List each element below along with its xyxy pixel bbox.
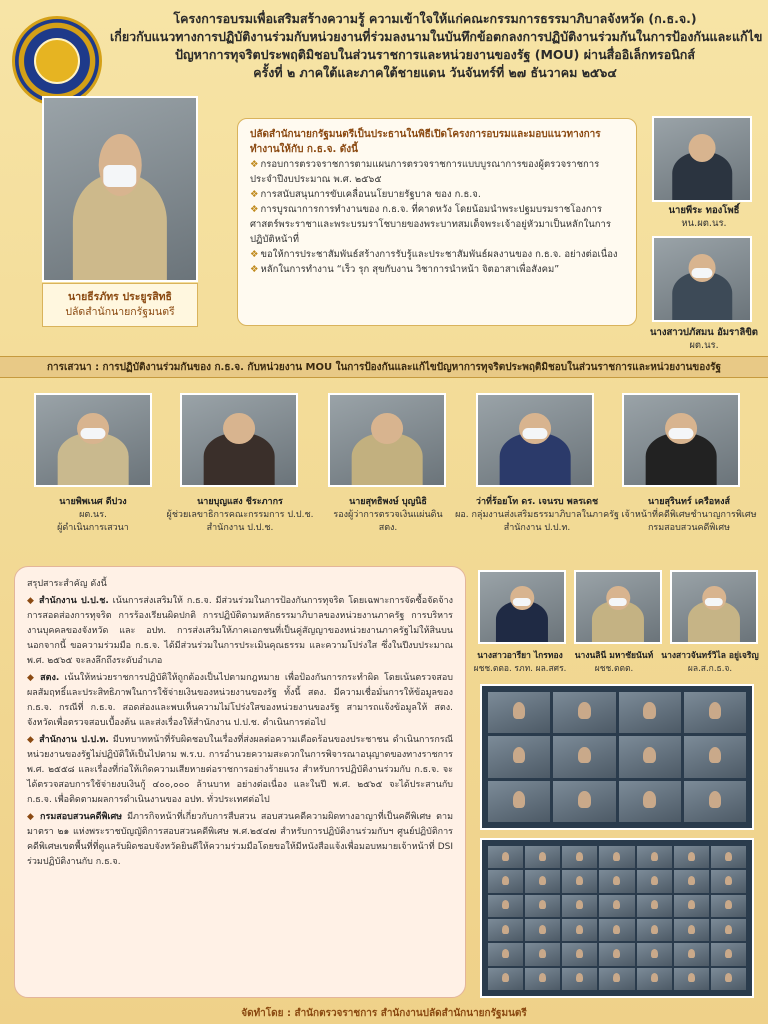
panelist-caption: ว่าที่ร้อยโท ดร. เจนรบ พลรเดช ผอ. กลุ่มงานส่งเสริมธรรมาภิบาลในภาครัฐ สำนักงาน ป.ป.ท. — [455, 497, 619, 533]
chair-caption: นายธีรภัทร ประยูรสิทธิ ปลัดสำนักนายกรัฐมนตรี — [42, 283, 198, 327]
summary-box: สรุปสาระสำคัญ ดังนี้ ◆ สำนักงาน ป.ป.ช. เน้นการส่งเสริมให้ ก.ธ.จ. มีส่วนร่วมในการป้องกันการทุจริต โดยเฉพาะการจัดซื้อจัดจ้าง การสอดส่องการทุจริต การร้องเรียนผิดปกติ การปฏิบัติตามหลักธรรมาภิบาลของหน่วยงานภาครัฐ การบริหารงานบุคคลของจังหวัด และ อปท. การส่งเสริมให้ภาคเอกชนที่เป็นคู่สัญญาของหน่วยงานภาครัฐไม่ให้สินบน นอกจากนี้ ขอความร่วมมือ ก.ธ.จ. ได้มีส่วนร่วมในการประเมินคุณธรรม และความโปร่งใส ซึ่งในปีงบประมาณ พ.ศ. ๒๕๖๕ จะลงลึกถึงระดับอำเภอ ◆ สตง. เน้นให้หน่วยราชการปฏิบัติให้ถูกต้องเป็นไปตามกฎหมาย เพื่อป้องกันการกระทำผิด โดยเน้นตรวจสอบผลสัมฤทธิ์และประสิทธิภาพในการใช้จ่ายเงินของหน่วยงานของรัฐ ทั้งนี้ สตง. มีความเชื่อมั่นการให้ข้อมูลของ ก.ธ.จ. กรณีที่ ก.ธ.จ. สอดส่องและพบเห็นความไม่โปร่งใสของหน่วยงานของรัฐ สามารถแจ้งข้อมูลให้ สตง. จังหวัดเพื่อตรวจสอบเบื้องต้น และส่งเรื่องให้สำนักงาน ป.ป.ช. ดำเนินการต่อไป ◆ สำนักงาน ป.ป.ท. มีบทบาทหน้าที่รับผิดชอบในเรื่องที่ส่งผลต่อความเดือดร้อนของประชาชน ดำเนินการกรณีหน่วยงานของรัฐไม่ปฏิบัติให้เป็นไปตาม พ.ร.บ. การอำนวยความสะดวกในการพิจารณาอนุญาตของทางราชการ พ.ศ. ๒๕๕๘ และเรื่องที่ก่อให้เกิดความเสียหายต่อราชการอย่างร้ายแรง สำหรับการปฏิบัติงานร่วมกับ ก.ธ.จ. จะได้ตรวจสอบการใช้จ่ายงบเงินกู้ ๔๐๐,๐๐๐ ล้านบาท อย่างต่อเนื่อง และในปี พ.ศ. ๒๕๖๕ จะได้ประสานกับ ก.ธ.จ. เพื่อติดตามผลการดำเนินงานของ อปท. ทั่วประเทศต่อไป ◆ กรมสอบสวนคดีพิเศษ มีภารกิจหน้าที่เกี่ยวกับการสืบสวน สอบสวนคดีความผิดทางอาญาที่เป็นคดีพิเศษ ตามมาตรา ๒๑ แห่งพระราชบัญญัติการสอบสวนคดีพิเศษ พ.ศ.๒๕๔๗ สำหรับการปฏิบัติงานร่วมกับฯ ศูนย์ปฏิบัติการคดีพิเศษเขตพื้นที่ที่ดูแลรับผิดชอบจังหวัดยินดีให้ความร่วมมือโดยขอให้มีหนังสือแจ้งเพื่อมอบหมายเจ้าหน้าที่ DSI ร่วมปฏิบัติงานกับ ก.ธ.จ. — [14, 566, 466, 998]
summary-item: ◆ สตง. เน้นให้หน่วยราชการปฏิบัติให้ถูกต้องเป็นไปตามกฎหมาย เพื่อป้องกันการกระทำผิด โดยเน้นตรวจสอบผลสัมฤทธิ์และประสิทธิภาพในการใช้จ่ายเงินของหน่วยงานของรัฐ ทั้งนี้ สตง. มีความเชื่อมั่นการให้ข้อมูลของ ก.ธ.จ. กรณีที่ ก.ธ.จ. สอดส่องและพบเห็นความไม่โปร่งใสของหน่วยงานของรัฐ สามารถแจ้งข้อมูลให้ สตง. จังหวัดเพื่อตรวจสอบเบื้องต้น และส่งเรื่องให้สำนักงาน ป.ป.ช. ดำเนินการต่อไป — [27, 673, 454, 728]
footer-credit: จัดทำโดย : สำนักตรวจราชการ สำนักงานปลัดสำนักนายกรัฐมนตรี — [241, 1008, 527, 1019]
speech-item: ❖ กรอบการตรวจราชการตามแผนการตรวจราชการแบบบูรณาการของผู้ตรวจราชการประจำปีงบประมาณ พ.ศ. ๒๕๖๕ — [250, 159, 600, 185]
speech-item: ❖ การบูรณาการการทำงานของ ก.ธ.จ. ที่คาดหวัง โดยน้อมนำพระปฐมบรมราชโองการ ศาสตร์พระราชาและพระบรมราโชบายของพระบาทสมเด็จพระเจ้าอยู่หัวมาเป็นหลักในการปฏิบัติหน้าที่ — [250, 204, 611, 245]
staff-caption: นางนลินี มหาชัยนันท์ ผชช.ตตต. — [574, 651, 654, 674]
panel-banner: การเสวนา : การปฏิบัติงานร่วมกันของ ก.ธ.จ. กับหน่วยงาน MOU ในการป้องกันและแก้ไขปัญหาการทุจริตประพฤติมิชอบในส่วนราชการและหน่วยงานของรัฐ — [0, 356, 768, 378]
official-photo — [652, 236, 752, 322]
staff-photo — [478, 570, 566, 644]
speech-item: ❖ หลักในการทำงาน “เร็ว รุก สุขกับงาน วิชาการนำหน้า จิตอาสาเพื่อสังคม” — [250, 264, 560, 275]
panelist-caption: นายสุทธิพงษ์ บุญนิธิ รองผู้ว่าการตรวจเงินแผ่นดิน สตง. — [333, 497, 443, 533]
opening-speech-box: ปลัดสำนักนายกรัฐมนตรีเป็นประธานในพิธีเปิดโครงการอบรมและมอบแนวทางการทำงานให้กับ ก.ธ.จ. ดังนี้ ❖ กรอบการตรวจราชการตามแผนการตรวจราชการแบบบูรณาการของผู้ตรวจราชการประจำปีงบประมาณ พ.ศ. ๒๕๖๕ ❖ การสนับสนุนการขับเคลื่อนนโยบายรัฐบาล ของ ก.ธ.จ. ❖ การบูรณาการการทำงานของ ก.ธ.จ. ที่คาดหวัง โดยน้อมนำพระปฐมบรมราชโองการ ศาสตร์พระราชาและพระบรมราโชบายของพระบาทสมเด็จพระเจ้าอยู่หัวมาเป็นหลักในการปฏิบัติหน้าที่ ❖ ขอให้การประชาสัมพันธ์สร้างการรับรู้และประชาสัมพันธ์ผลงานของ ก.ธ.จ. อย่างต่อเนื่อง ❖ หลักในการทำงาน “เร็ว รุก สุขกับงาน วิชาการนำหน้า จิตอาสาเพื่อสังคม” — [237, 118, 637, 326]
page-title: โครงการอบรมเพื่อเสริมสร้างความรู้ ความเข้าใจให้แก่คณะกรรมการธรรมาภิบาลจังหวัด (ก.ธ.จ.) เกี่ยวกับแนวทางการปฏิบัติงานร่วมกับหน่วยงานที่ร่วมลงนามในบันทึกข้อตกลงการปฏิบัติงานร่วมกันในการป้องกันและแก้ไข ปัญหาการทุจริตประพฤติมิชอบในส่วนราชการและหน่วยงานของรัฐ (MOU) ผ่านสื่ออิเล็กทรอนิกส์ ครั้งที่ ๒ ภาคใต้และภาคใต้ชายแดน วันจันทร์ที่ ๒๗ ธันวาคม ๒๕๖๔ — [110, 11, 763, 80]
government-emblem-icon — [12, 16, 102, 106]
speech-item: ❖ การสนับสนุนการขับเคลื่อนนโยบายรัฐบาล ของ ก.ธ.จ. — [250, 189, 481, 200]
official-caption: นายพีระ ทองโพธิ์ หน.ผต.นร. — [668, 205, 740, 229]
speech-item: ❖ ขอให้การประชาสัมพันธ์สร้างการรับรู้และประชาสัมพันธ์ผลงานของ ก.ธ.จ. อย่างต่อเนื่อง — [250, 249, 618, 260]
panelist-photo — [476, 393, 594, 487]
staff-caption: นางสาวอารียา ไกรทอง ผชช.ตตอ. รภท. ผล.สศร. — [473, 651, 567, 674]
video-conference-screenshot — [480, 684, 754, 830]
staff-caption: นางสาวจันทร์วิไล อยู่เจริญ ผล.ส.ก.ธ.จ. — [661, 651, 759, 674]
panelist-photo — [180, 393, 298, 487]
summary-item: ◆ สำนักงาน ป.ป.ท. มีบทบาทหน้าที่รับผิดชอบในเรื่องที่ส่งผลต่อความเดือดร้อนของประชาชน ดำเนินการกรณีหน่วยงานของรัฐไม่ปฏิบัติให้เป็นไปตาม พ.ร.บ. การอำนวยความสะดวกในการพิจารณาอนุญาตของทางราชการ พ.ศ. ๒๕๕๘ และเรื่องที่ก่อให้เกิดความเสียหายต่อราชการอย่างร้ายแรง สำหรับการปฏิบัติงานร่วมกับ ก.ธ.จ. จะได้ตรวจสอบการใช้จ่ายงบเงินกู้ ๔๐๐,๐๐๐ ล้านบาท อย่างต่อเนื่อง และในปี พ.ศ. ๒๕๖๕ จะได้ประสานกับ ก.ธ.จ. เพื่อติดตามผลการดำเนินงานของ อปท. ทั่วประเทศต่อไป — [27, 735, 453, 805]
panelist-photo — [622, 393, 740, 487]
official-caption: นางสาวปภัสมน อัมราลิขิต ผต.นร. — [650, 327, 758, 351]
video-conference-gallery — [480, 838, 754, 998]
summary-item: ◆ สำนักงาน ป.ป.ช. เน้นการส่งเสริมให้ ก.ธ.จ. มีส่วนร่วมในการป้องกันการทุจริต โดยเฉพาะการจัดซื้อจัดจ้าง การสอดส่องการทุจริต การร้องเรียนผิดปกติ การปฏิบัติตามหลักธรรมาภิบาลของหน่วยงานภาครัฐ การบริหารงานบุคคลของจังหวัด และ อปท. การส่งเสริมให้ภาคเอกชนที่เป็นคู่สัญญาของหน่วยงานภาครัฐไม่ให้สินบน นอกจากนี้ ขอความร่วมมือ ก.ธ.จ. ได้มีส่วนร่วมในการประเมินคุณธรรม และความโปร่งใส ซึ่งในปีงบประมาณ พ.ศ. ๒๕๖๕ จะลงลึกถึงระดับอำเภอ — [27, 596, 453, 666]
panelist-photo — [34, 393, 152, 487]
summary-item: ◆ กรมสอบสวนคดีพิเศษ มีภารกิจหน้าที่เกี่ยวกับการสืบสวน สอบสวนคดีความผิดทางอาญาที่เป็นคดีพิเศษ ตามมาตรา ๒๑ แห่งพระราชบัญญัติการสอบสวนคดีพิเศษ พ.ศ.๒๕๔๗ สำหรับการปฏิบัติงานร่วมกับฯ ศูนย์ปฏิบัติการคดีพิเศษเขตพื้นที่ที่ดูแลรับผิดชอบจังหวัดยินดีให้ความร่วมมือโดยขอให้มีหนังสือแจ้งเพื่อมอบหมายเจ้าหน้าที่ DSI ร่วมปฏิบัติงานกับ ก.ธ.จ. — [27, 812, 453, 867]
chair-photo — [42, 96, 198, 282]
panelist-caption: นายพิพเนศ ดีปวง ผต.นร. ผู้ดำเนินการเสวนา — [57, 497, 129, 533]
panelist-photo — [328, 393, 446, 487]
panelist-caption: นายสุรินทร์ เครือหงส์ เจ้าหน้าที่คดีพิเศษชำนาญการพิเศษ กรมสอบสวนคดีพิเศษ — [621, 497, 757, 533]
panelist-caption: นายบุญแสง ชีระภากร ผู้ช่วยเลขาธิการคณะกรรมการ ป.ป.ช. สำนักงาน ป.ป.ช. — [166, 497, 314, 533]
staff-photo — [670, 570, 758, 644]
official-photo — [652, 116, 752, 202]
staff-photo — [574, 570, 662, 644]
